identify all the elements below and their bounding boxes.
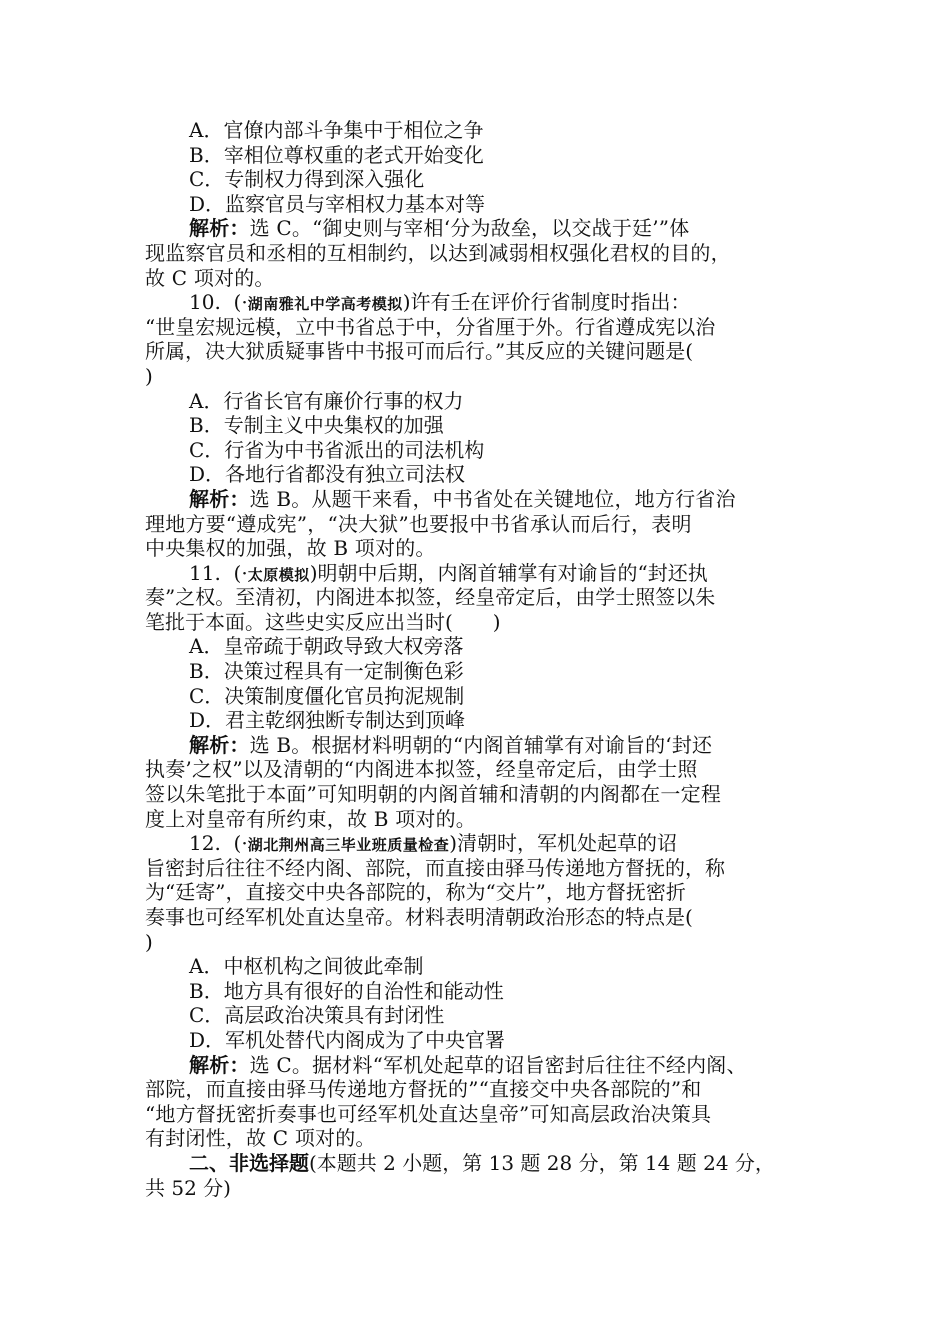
q12-option-b: B．地方具有很好的自治性和能动性 xyxy=(189,978,504,1003)
question-source: 湖北荆州高三毕业班质量检查 xyxy=(247,836,450,855)
q11-option-c: C．决策制度僵化官员拘泥规制 xyxy=(189,683,465,708)
q11-option-a: A．皇帝疏于朝政导致大权旁落 xyxy=(189,634,464,659)
q10-answer xyxy=(145,487,810,512)
q9-answer-line: 现监察官员和丞相的互相制约，以达到减弱相权强化君权的目的， xyxy=(145,240,731,265)
q10-option-c: C．行省为中书省派出的司法机构 xyxy=(189,437,485,462)
q12-option-d: D．军机处替代内阁成为了中央官署 xyxy=(189,1027,506,1052)
q11-stem-line: 奏”之权。至清初，内阁进本拟签，经皇帝定后，由学士照签以朱 xyxy=(145,585,716,610)
q10-stem xyxy=(145,290,810,315)
source-close: ) xyxy=(309,560,318,585)
q9-option-d: D．监察官员与宰相权力基本对等 xyxy=(189,191,486,216)
document-page xyxy=(145,118,810,1200)
question-number: 11. xyxy=(189,560,221,585)
q12-stem-line: 旨密封后往往不经内阁、部院，而直接由驿马传递地方督抚的，称 xyxy=(145,855,725,880)
q12-stem-line: ) xyxy=(145,929,153,954)
source-close: ) xyxy=(449,831,458,856)
q12-option-a: A．中枢机构之间彼此牵制 xyxy=(189,954,424,979)
section-heading xyxy=(145,1151,810,1176)
q10-stem-line: “世皇宏规远模，立中书省总于中，分省厘于外。行省遵成宪以治 xyxy=(145,314,716,339)
source-open: (· xyxy=(233,290,248,315)
answer-label: 解析： xyxy=(189,216,250,241)
answer-text: 选 C。“御史则与宰相‘分为敌垒，以交战于廷’”体 xyxy=(249,216,690,241)
q11-answer-line: 执奏’之权”以及清朝的“内阁进本拟签，经皇帝定后，由学士照 xyxy=(145,757,698,782)
q12-option-c: C．高层政治决策具有封闭性 xyxy=(189,1003,445,1028)
q9-option-c: C．专制权力得到深入强化 xyxy=(189,167,425,192)
q10-option-a: A．行省长官有廉价行事的权力 xyxy=(189,388,464,413)
question-source: 湖南雅礼中学高考模拟 xyxy=(247,295,403,314)
question-number: 12. xyxy=(189,831,221,856)
q10-answer-line: 中央集权的加强，故 B 项对的。 xyxy=(145,536,436,561)
stem-text: 明朝中后期，内阁首辅掌有对谕旨的“封还执 xyxy=(317,560,708,585)
stem-text: 清朝时，军机处起草的诏 xyxy=(457,831,678,856)
q11-answer xyxy=(145,733,810,758)
q12-stem-line: 为“廷寄”，直接交中央各部院的，称为“交片”，地方督抚密折 xyxy=(145,880,686,905)
answer-text: 选 B。根据材料明朝的“内阁首辅掌有对谕旨的‘封还 xyxy=(249,732,713,757)
question-source: 太原模拟 xyxy=(247,565,310,584)
stem-text: 许有壬在评价行省制度时指出： xyxy=(410,290,691,315)
q10-answer-line: 理地方要“遵成宪”，“决大狱”也要报中书省承认而后行，表明 xyxy=(145,511,692,536)
answer-text: 选 C。据材料“军机处起草的诏旨密封后往往不经内阁、 xyxy=(249,1052,747,1077)
q9-answer xyxy=(145,216,810,241)
q10-option-d: D．各地行省都没有独立司法权 xyxy=(189,462,466,487)
q11-stem xyxy=(145,561,810,586)
q9-option-b: B．宰相位尊权重的老式开始变化 xyxy=(189,142,484,167)
answer-label: 解析： xyxy=(189,486,250,511)
q12-answer xyxy=(145,1053,810,1078)
q12-answer-line: “地方督抚密折奏事也可经军机处直达皇帝”可知高层政治决策具 xyxy=(145,1101,712,1126)
section-note: (本题共 2 小题，第 13 题 28 分，第 14 题 24 分， xyxy=(309,1150,775,1175)
q10-stem-line: ) xyxy=(145,363,153,388)
q12-answer-line: 部院，而直接由驿马传递地方督抚的”“直接交中央各部院的”和 xyxy=(145,1077,702,1102)
q9-answer-line: 故 C 项对的。 xyxy=(145,265,275,290)
q11-answer-line: 度上对皇帝有所约束，故 B 项对的。 xyxy=(145,806,477,831)
q11-answer-line: 签以朱笔批于本面”可知明朝的内阁首辅和清朝的内阁都在一定程 xyxy=(145,782,722,807)
q11-option-d: D．君主乾纲独断专制达到顶峰 xyxy=(189,708,466,733)
q10-stem-line: 所属，决大狱质疑事皆中书报可而后行。”其反应的关键问题是( xyxy=(145,339,694,364)
q12-answer-line: 有封闭性，故 C 项对的。 xyxy=(145,1126,376,1151)
answer-label: 解析： xyxy=(189,732,250,757)
question-number: 10. xyxy=(189,290,221,315)
q12-stem xyxy=(145,831,810,856)
q10-option-b: B．专制主义中央集权的加强 xyxy=(189,413,444,438)
q11-stem-line: 笔批于本面。这些史实反应出当时( ) xyxy=(145,609,501,634)
section-note-line: 共 52 分) xyxy=(145,1175,231,1200)
source-open: (· xyxy=(233,831,248,856)
answer-text: 选 B。从题干来看，中书省处在关键地位，地方行省治 xyxy=(249,486,736,511)
source-close: ) xyxy=(402,290,411,315)
answer-label: 解析： xyxy=(189,1052,250,1077)
q11-option-b: B．决策过程具有一定制衡色彩 xyxy=(189,659,464,684)
q12-stem-line: 奏事也可经军机处直达皇帝。材料表明清朝政治形态的特点是( xyxy=(145,905,693,929)
source-open: (· xyxy=(233,560,248,585)
section-title: 二、非选择题 xyxy=(189,1150,309,1175)
q9-option-a: A．官僚内部斗争集中于相位之争 xyxy=(189,118,484,142)
